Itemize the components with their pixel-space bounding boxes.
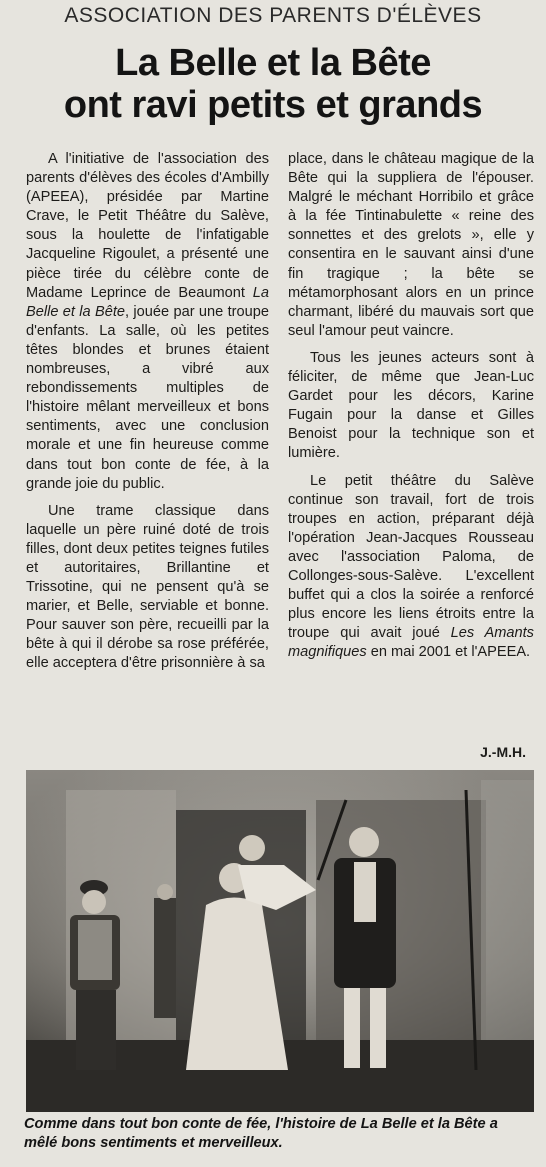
article-paragraph-2-continued: place, dans le château magique de la Bête qui la suppliera de l'épouser. Malgré le méchant Horribilo et grâce à la fée Tintinabulette « reine des sonnettes et des grelots », elle y consentira en le sauvant ainsi d'une fin tragique ; la bête se métamorphosant alors en un prince charmant, libéré du mauvais sort que seul l'amour peut vaincre. bbox=[288, 151, 534, 339]
stage-photo bbox=[26, 770, 534, 1112]
p1-text-a: A l'initiative de l'association des parents d'élèves des écoles d'Ambilly (APEEA), présidée par Martine Crave, le Petit Théâtre du Salève, sous la houlette de l'infatigable Jacqueline Rigoulet, a présenté une pièce tirée du célèbre conte de Madame Leprince de Beaumont bbox=[26, 151, 269, 301]
article-paragraph-1 bbox=[26, 150, 269, 494]
p4-text-b: en mai 2001 et l'APEEA. bbox=[366, 644, 531, 661]
section-kicker: ASSOCIATION DES PARENTS D'ÉLÈVES bbox=[64, 4, 482, 27]
article-column-right bbox=[288, 150, 534, 670]
p4-play-title: Les Amants magnifiques bbox=[288, 625, 534, 661]
photo-caption: Comme dans tout bon conte de fée, l'histoire de La Belle et la Bête a mêlé bons sentiments et merveilleux. bbox=[24, 1116, 498, 1151]
p1-play-title: La Belle et la Bête bbox=[26, 284, 269, 320]
article-column-left bbox=[26, 150, 269, 682]
headline-line-1: La Belle et la Bête bbox=[115, 42, 431, 84]
stage-photo-illustration bbox=[26, 770, 534, 1112]
article-paragraph-2: Une trame classique dans laquelle un père ruiné doté de trois filles, dont deux petites teignes futiles et autoritaires, Brillantine et Trissotine, qui ne pensent qu'à se marier, et Belle, serviable et bonne. Pour sauver son père, recueilli par la bête à qui il dérobe sa rose préférée, elle acceptera d'être prisonnière à sa bbox=[26, 502, 269, 672]
headline bbox=[0, 42, 546, 126]
headline-line-2: ont ravi petits et grands bbox=[63, 84, 483, 126]
p4-text-a: Le petit théâtre du Salève continue son travail, fort de trois troupes en action, préparant déjà l'opération Jean-Jacques Rousseau avec l'association Paloma, de Collonges-sous-Salève. L'excellent buffet qui a clos la soirée a renforcé plus encore les liens étroits entre la troupe qui avait joué bbox=[288, 472, 534, 642]
author-signature: J.-M.H. bbox=[480, 744, 526, 760]
article-paragraph-4 bbox=[288, 472, 534, 663]
p1-text-b: , jouée par une troupe d'enfants. La salle, où les petites têtes blondes et brunes étaient nombreuses, a vibré aux rebondissements multiples de l'histoire mêlant merveilleux et bons sentiments, avec une conclusion morale et une fin heureuse comme dans tout bon conte de fée, à la grande joie du public. bbox=[26, 303, 269, 492]
article-paragraph-3: Tous les jeunes acteurs sont à féliciter, de même que Jean-Luc Gardet pour les décors, Karine Fugain pour la danse et Gilles Benoist pour la technique son et lumière. bbox=[288, 349, 534, 462]
